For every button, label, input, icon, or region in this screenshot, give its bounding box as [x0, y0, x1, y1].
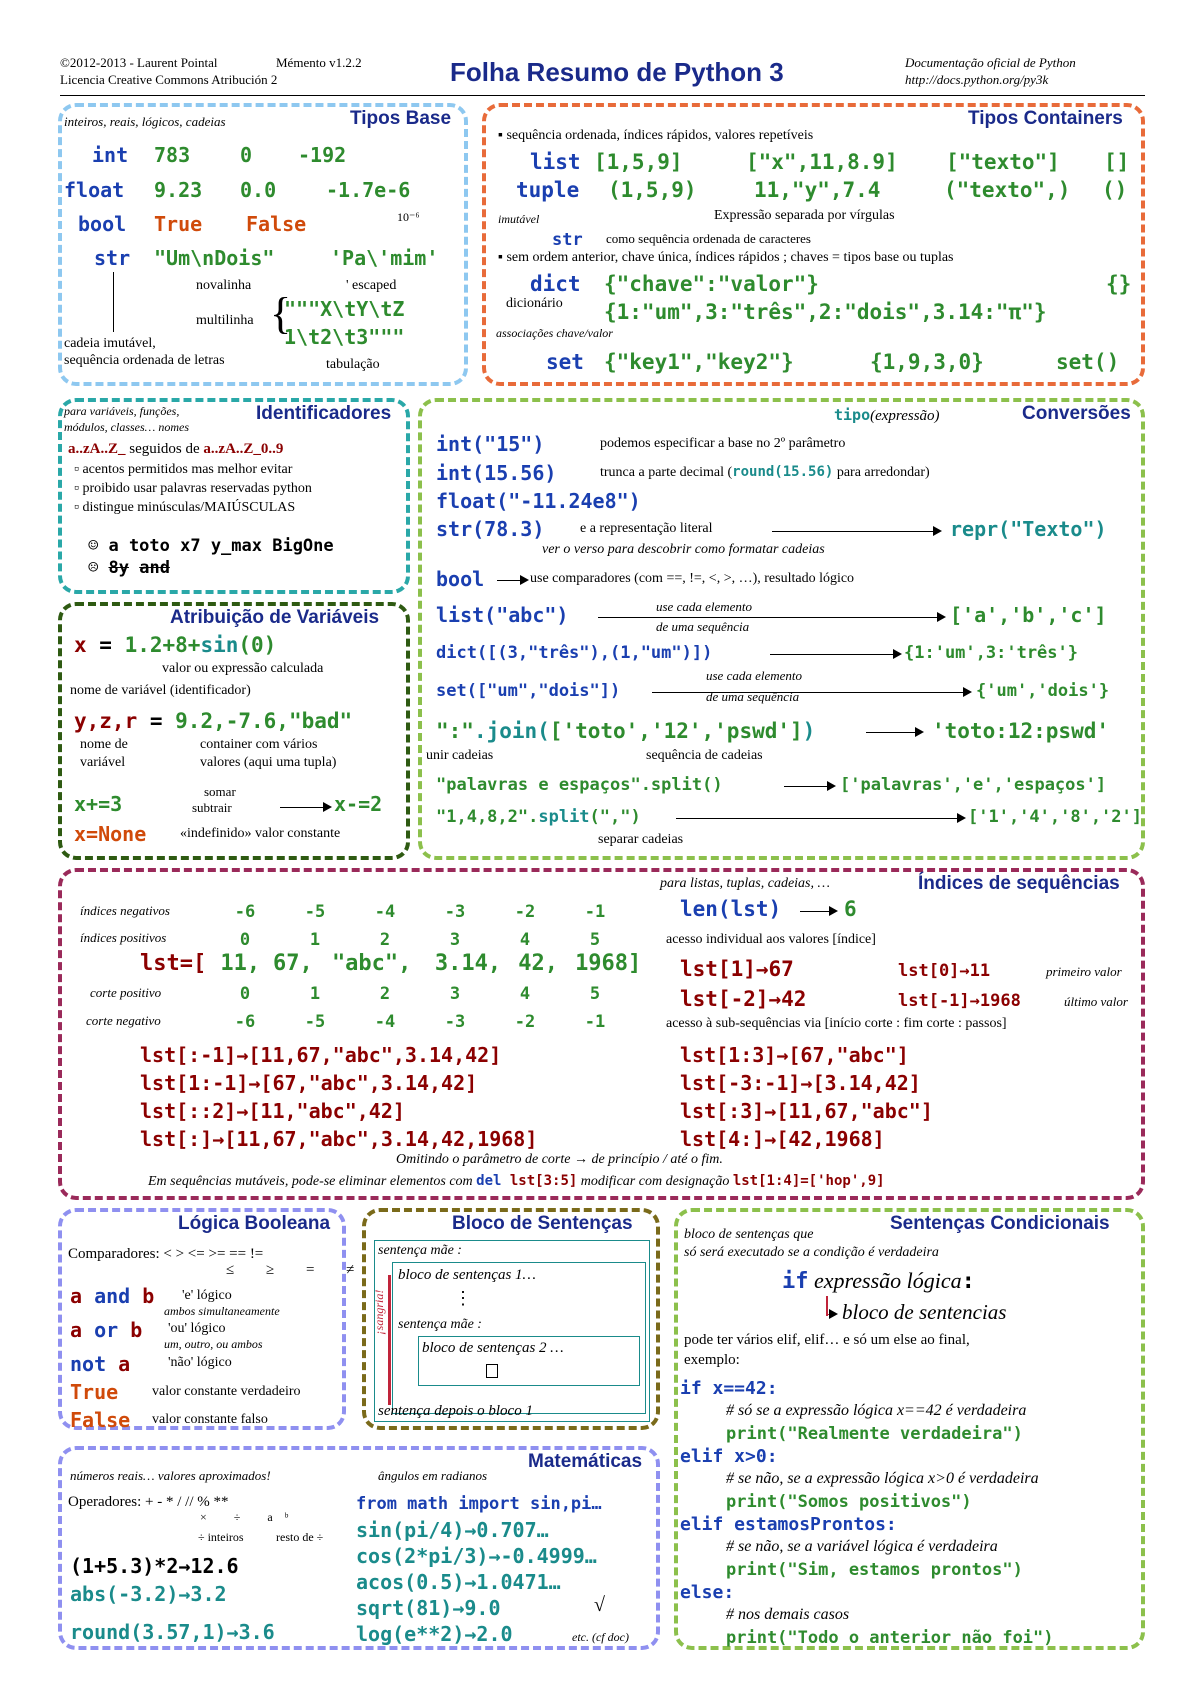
neg-index-row — [210, 898, 630, 926]
mut-lst: lst[3:5] — [501, 1173, 578, 1189]
imutavel-note: imutável — [498, 212, 540, 226]
decr-arrow — [280, 807, 330, 808]
ident-sub-1: para variáveis, funções, — [64, 404, 180, 418]
cursor-box-icon — [486, 1364, 498, 1378]
cond-if: if x==42: — [680, 1378, 778, 1399]
nome-de-2: variável — [80, 755, 126, 770]
neg-idx: -6 — [234, 902, 256, 922]
conv-row-9 — [436, 719, 815, 743]
cneg-label: corte negativo — [86, 1013, 161, 1028]
and-a: a — [70, 1284, 95, 1308]
tuple-val-1: (1,5,9) — [608, 178, 697, 202]
subtrair-note: subtrair — [192, 800, 232, 815]
math-expr-2: abs(-3.2)→3.2 — [70, 1582, 227, 1606]
mutable-note — [148, 1173, 885, 1190]
multilinha-note: multilinha — [196, 313, 254, 328]
list-val-1: [1,5,9] — [594, 150, 683, 174]
exp-note: 10⁻⁶ — [397, 210, 420, 224]
conv-row-11-note: separar cadeias — [598, 832, 684, 847]
conversoes-title: Conversões — [1022, 403, 1131, 424]
split2-fn: split — [538, 807, 590, 827]
cond-elif-2-comment: # se não, se a variável lógica é verdadeira — [726, 1538, 998, 1555]
copyright: ©2012-2013 - Laurent Pointal — [60, 55, 218, 70]
if-colon: : — [961, 1269, 975, 1294]
int-val-3: -192 — [298, 143, 347, 167]
conv-row-2-note — [600, 464, 930, 481]
valor-note: valor ou expressão calculada — [162, 661, 324, 676]
slice-left-3: lst[::2]→[11,"abc",42] — [140, 1099, 405, 1123]
dict-val-2: {} — [1106, 272, 1132, 296]
math-expr-1: (1+5.3)*2→12.6 — [70, 1554, 239, 1578]
assign-expr: 1.2+8+ — [124, 633, 201, 657]
pos-idx: 2 — [379, 930, 391, 950]
math-import: from math import sin,pi… — [356, 1494, 602, 1514]
dict-keyword: dict — [530, 272, 581, 296]
str-container-note: como sequência ordenada de caracteres — [606, 231, 811, 246]
acesso-note: acesso individual aos valores [índice] — [666, 932, 876, 947]
access-4-note: último valor — [1064, 994, 1128, 1009]
slice-right-1: lst[1:3]→[67,"abc"] — [680, 1043, 909, 1067]
access-3: lst[-2]→42 — [680, 987, 807, 1011]
seq-note: ▪ sequência ordenada, índices rápidos, valores repetíveis — [498, 128, 814, 143]
cpos-idx: 0 — [239, 984, 251, 1004]
conv-row-6-a1: use cada elemento — [656, 599, 753, 614]
and-kw: and — [94, 1284, 131, 1308]
tipos-base-title: Tipos Base — [350, 108, 452, 129]
assign-expr-end: (0) — [238, 633, 277, 657]
lst-head: lst=[ — [140, 951, 207, 976]
math-fn-4: sqrt(81)→9.0 — [356, 1596, 501, 1620]
cont-note-1: container com vários — [200, 737, 318, 752]
tabulacao-note: tabulação — [326, 357, 380, 372]
sangria-note: ¡sangria! — [372, 1289, 386, 1335]
mut-del: del — [476, 1173, 502, 1189]
novalinha-note: novalinha — [196, 278, 252, 293]
conv-row-9-n1: unir cadeias — [426, 748, 494, 763]
mae-2: sentença mãe : — [398, 1317, 482, 1332]
conv-row-8-a2: de uma sequência — [706, 689, 800, 704]
ident-good-examples: ☺ a toto x7 y_max BigOne — [88, 536, 334, 556]
true-const: True — [70, 1380, 119, 1404]
tipo-fn: tipo — [834, 406, 871, 424]
neg-idx: -1 — [584, 902, 606, 922]
subacc-note: acesso à sub-sequências via [início corte : fim corte : passos] — [666, 1016, 1007, 1031]
conv-row-8-a1: use cada elemento — [706, 668, 803, 683]
set-arrow — [652, 692, 970, 693]
tuple-keyword: tuple — [516, 178, 580, 202]
not-kw: not — [70, 1352, 107, 1376]
conv-row-5: bool — [436, 567, 485, 591]
split2-arg: (",") — [589, 807, 641, 827]
join-arrow — [866, 732, 922, 733]
len-arrow — [800, 911, 836, 912]
not-expr — [70, 1352, 130, 1376]
conv-row-6-result: ['a','b','c'] — [950, 603, 1107, 627]
conv-row-1: int("15") — [436, 432, 545, 456]
set-val-3: set() — [1056, 350, 1120, 374]
false-const: False — [70, 1408, 131, 1432]
or-expr — [70, 1318, 142, 1342]
and-note: 'e' lógico — [182, 1288, 232, 1303]
bloco-title: Bloco de Sentenças — [452, 1213, 633, 1234]
tuple-val-4: () — [1102, 178, 1128, 202]
list-val-3: ["texto"] — [946, 150, 1060, 174]
ident-bad-icon: ☹ — [88, 558, 109, 578]
indices-sub: para listas, tuplas, cadeias, … — [660, 876, 830, 891]
lst-item: 67, — [272, 951, 313, 976]
list-val-2: ["x",11,8.9] — [746, 150, 898, 174]
identificadores-title: Identificadores — [256, 403, 392, 424]
cond-elif-2-print: print("Sim, estamos prontos") — [726, 1560, 1023, 1580]
len-expr: len(lst) — [680, 897, 782, 921]
ident-sub-2: módulos, classes… nomes — [64, 420, 189, 434]
dict-val-1: {"chave":"valor"} — [604, 272, 819, 296]
conv-row-2: int(15.56) — [436, 461, 557, 485]
conv-row-10-result: ['palavras','e','espaços'] — [840, 775, 1107, 795]
join-seq: ['toto','12','pswd'] — [549, 719, 803, 743]
conv-row-6-a2: de uma sequência — [656, 619, 750, 634]
escaped-note: ' escaped — [346, 278, 397, 293]
str-val-1: "Um\nDois" — [154, 246, 275, 270]
cneg-row — [210, 1008, 630, 1036]
cneg-idx: -1 — [584, 1012, 606, 1032]
cadeia-arrow — [113, 272, 114, 332]
cond-else-comment: # nos demais casos — [726, 1606, 850, 1623]
license: Licencia Creative Commons Atribución 2 — [60, 72, 278, 87]
ident-rule-first: a..zA..Z_ — [68, 441, 126, 457]
cpos-idx: 5 — [589, 984, 601, 1004]
cpos-label: corte positivo — [90, 985, 162, 1000]
conv-row-2-note-b: round(15.56) — [732, 464, 834, 480]
not-a: a — [106, 1352, 131, 1376]
nome-note: nome de variável (identificador) — [70, 683, 251, 698]
indices-title: Índices de sequências — [918, 873, 1120, 894]
lst-item: 1968] — [575, 951, 642, 976]
operators: Operadores: + - * / // % ** — [68, 1494, 229, 1510]
expr-virg-note: Expressão separada por vírgulas — [714, 208, 895, 223]
and-sub: ambos simultaneamente — [164, 1304, 280, 1318]
not-note: 'não' lógico — [168, 1355, 232, 1370]
cadeia-note-1: cadeia imutável, — [64, 336, 156, 351]
int-val-1: 783 — [154, 143, 191, 167]
cneg-idx: -2 — [514, 1012, 536, 1032]
lst-item: 42, — [518, 951, 558, 976]
lst-item: 11, — [220, 951, 261, 976]
pos-idx: 5 — [589, 930, 601, 950]
ident-rule — [68, 441, 283, 458]
conv-row-2-note-a: trunca a parte decimal ( — [600, 465, 733, 480]
conv-row-9-n2: sequência de cadeias — [646, 748, 763, 763]
somar-note: somar — [204, 784, 236, 799]
ident-rule-end: a..zA..Z_0..9 — [203, 441, 284, 457]
join-sep: ":" — [436, 719, 474, 743]
cneg-idx: -4 — [374, 1012, 396, 1032]
mut-1: Em sequências mutáveis, pode-se eliminar elementos com — [148, 1174, 477, 1189]
assign-line-1 — [74, 633, 276, 657]
ident-bad-1: 8y — [108, 558, 129, 578]
str-val-2: 'Pa\'mim' — [330, 246, 439, 270]
pos-idx: 4 — [519, 930, 531, 950]
set-keyword: set — [546, 350, 584, 374]
if-bloco: bloco de sentencias — [842, 1300, 1007, 1324]
ident-bullet-2: ▫ proibido usar palavras reservadas python — [74, 481, 312, 496]
omit-note: Omitindo o parâmetro de corte → de princípio / até o fim. — [396, 1152, 723, 1167]
cond-if-comment: # só se a expressão lógica x==42 é verdadeira — [726, 1402, 1027, 1419]
indent-bar — [388, 1275, 391, 1405]
conv-row-4-sub: ver o verso para descobrir como formatar cadeias — [542, 542, 825, 557]
len-result: 6 — [844, 897, 857, 921]
matematicas-title: Matemáticas — [528, 1451, 643, 1472]
access-2-note: primeiro valor — [1046, 964, 1122, 979]
cond-note-2: exemplo: — [684, 1352, 740, 1368]
cpos-row — [210, 980, 630, 1008]
tuple-val-3: ("texto",) — [944, 178, 1071, 202]
bloco-1: bloco de sentenças 1… — [398, 1267, 536, 1283]
bool-false: False — [246, 212, 307, 236]
comparadores: Comparadores: < > <= >= == != — [68, 1246, 264, 1262]
index-table-top — [210, 898, 630, 954]
cpos-idx: 4 — [519, 984, 531, 1004]
assign-eq: = — [86, 633, 125, 657]
neg-idx: -4 — [374, 902, 396, 922]
cneg-idx: -6 — [234, 1012, 256, 1032]
incr-stmt: x+=3 — [74, 792, 123, 816]
doc-url[interactable]: http://docs.python.org/py3k — [905, 72, 1049, 87]
split2-str: "1,4,8,2". — [436, 807, 539, 827]
comparadores-sub: ≤ ≥ = ≠ — [226, 1262, 369, 1278]
pos-idx: 1 — [309, 930, 321, 950]
split2-arrow — [676, 818, 964, 819]
tipo-arg: (expressão) — [870, 408, 940, 424]
cond-else-print: print("Todo o anterior não foi") — [726, 1628, 1054, 1648]
sqrt-symbol: √ — [594, 1594, 605, 1616]
repr-arrow — [772, 531, 940, 532]
logica-title: Lógica Booleana — [178, 1213, 331, 1234]
bool-true: True — [154, 212, 203, 236]
if-expr: expressão lógica — [808, 1268, 962, 1293]
conv-row-8-result: {'um','dois'} — [976, 681, 1110, 701]
conv-row-3: float("-11.24e8") — [436, 489, 641, 513]
cond-elif-2: elif estamosProntos: — [680, 1514, 897, 1535]
or-kw: or — [94, 1318, 119, 1342]
float-val-2: 0.0 — [240, 178, 277, 202]
inteiros-note: ÷ inteiros — [198, 1530, 244, 1544]
etc-note: etc. (cf doc) — [572, 1630, 629, 1644]
cneg-idx: -5 — [304, 1012, 326, 1032]
tipos-containers-title: Tipos Containers — [968, 108, 1123, 129]
int-keyword: int — [92, 143, 129, 167]
cond-elif-1-print: print("Somos positivos") — [726, 1492, 972, 1512]
or-note: 'ou' lógico — [168, 1321, 226, 1336]
slice-right-3: lst[:3]→[11,67,"abc"] — [680, 1099, 933, 1123]
access-2: lst[0]→11 — [898, 961, 991, 981]
multiline-line-2: 1\t2\t3""" — [284, 325, 405, 349]
math-fn-5: log(e**2)→2.0 — [356, 1622, 513, 1646]
ident-bullet-3: ▫ distingue minúsculas/MAIÚSCULAS — [74, 500, 296, 515]
conv-row-4-note: e a representação literal — [580, 521, 713, 536]
version: Mémento v1.2.2 — [276, 55, 362, 70]
bool-arrow — [497, 580, 527, 581]
dict-val-3: {1:"um",3:"três",2:"dois",3.14:"π"} — [604, 300, 1047, 324]
conv-row-7: dict([(3,"três"),(1,"um")]) — [436, 643, 713, 663]
or-a: a — [70, 1318, 95, 1342]
split-arrow — [784, 786, 834, 787]
neg-idx: -5 — [304, 902, 326, 922]
resto-note: resto de ÷ — [276, 1530, 324, 1544]
conv-row-10 — [436, 775, 723, 795]
noorder-note: ▪ sem ordem anterior, chave única, índices rápidos ; chaves = tipos base ou tuplas — [498, 250, 954, 265]
access-1: lst[1]→67 — [680, 957, 794, 981]
slice-right-2: lst[-3:-1]→[3.14,42] — [680, 1071, 921, 1095]
cadeia-note-2: sequência ordenada de letras — [64, 353, 225, 368]
str-keyword: str — [94, 246, 131, 270]
cpos-idx: 1 — [309, 984, 321, 1004]
none-stmt: x=None — [74, 822, 147, 846]
ident-bullet-1: ▫ acentos permitidos mas melhor evitar — [74, 462, 293, 477]
conv-repr: repr("Texto") — [950, 517, 1107, 541]
conv-row-11-result: ['1','4','8','2'] — [968, 807, 1142, 827]
conv-row-1-note: podemos especificar a base no 2º parâmetro — [600, 436, 846, 451]
int-val-2: 0 — [240, 143, 253, 167]
angulos-note: ângulos em radianos — [378, 1468, 488, 1483]
math-expr-3: round(3.57,1)→3.6 — [70, 1620, 275, 1644]
condicionais-title: Sentenças Condicionais — [890, 1213, 1110, 1234]
nome-de-1: nome de — [80, 737, 128, 752]
pos-idx: 0 — [239, 930, 251, 950]
false-note: valor constante falso — [152, 1412, 268, 1427]
ident-rule-mid: seguidos de — [125, 441, 204, 457]
cond-else: else: — [680, 1582, 735, 1603]
pos-label: índices positivos — [80, 930, 167, 945]
dict-arrow — [770, 654, 900, 655]
cond-intro-2: só será executado se a condição é verdadeira — [684, 1245, 939, 1260]
lst-item: 3.14, — [434, 951, 502, 976]
dicionario-note: dicionário — [506, 296, 563, 311]
assign-var-x: x — [74, 633, 87, 657]
cond-if-print: print("Realmente verdadeira") — [726, 1424, 1023, 1444]
cond-note-1: pode ter vários elif, elif… e só um else ao final, — [684, 1332, 970, 1348]
mae-1: sentença mãe : — [378, 1243, 462, 1258]
list-val-4: [] — [1104, 150, 1130, 174]
cpos-idx: 2 — [379, 984, 391, 1004]
operators-sub: × ÷ aᵇ — [200, 1510, 301, 1524]
index-table-bottom — [210, 980, 630, 1036]
neg-idx: -3 — [444, 902, 466, 922]
bloco-dots: ⋮ — [454, 1288, 472, 1308]
and-b: b — [130, 1284, 155, 1308]
cond-intro-1: bloco de sentenças que — [684, 1227, 814, 1242]
or-sub: um, outro, ou ambos — [164, 1337, 263, 1351]
and-expr — [70, 1284, 154, 1308]
doc-label: Documentação oficial de Python — [905, 55, 1076, 70]
assign-line-2: y,z,r = 9.2,-7.6,"bad" — [74, 709, 353, 733]
conv-row-7-result: {1:'um',3:'três'} — [904, 643, 1078, 663]
depois: sentença depois o bloco 1 — [378, 1403, 533, 1419]
conv-row-8: set(["um","dois"]) — [436, 681, 621, 701]
mut-2: modificar com designação — [577, 1174, 733, 1189]
cpos-idx: 3 — [449, 984, 461, 1004]
join-close: ) — [802, 719, 816, 743]
assoc-note: associações chave/valor — [496, 326, 613, 340]
neg-idx: -2 — [514, 902, 536, 922]
float-keyword: float — [64, 178, 125, 202]
slice-left-2: lst[1:-1]→[67,"abc",3.14,42] — [140, 1071, 478, 1095]
atribuicao-title: Atribuição de Variáveis — [170, 607, 380, 628]
str-container-keyword: str — [552, 230, 583, 250]
conv-row-5-note: use comparadores (com ==, !=, <, >, …), resultado lógico — [530, 571, 855, 586]
join-fn: .join( — [473, 719, 550, 743]
neg-label: índices negativos — [80, 903, 170, 918]
bool-keyword: bool — [78, 212, 127, 236]
mut-code: lst[1:4]=['hop',9] — [732, 1173, 885, 1189]
assign-expr-fn: sin — [200, 633, 239, 657]
math-fn-3: acos(0.5)→1.0471… — [356, 1570, 561, 1594]
float-val-3: -1.7e-6 — [326, 178, 411, 202]
cneg-idx: -3 — [444, 1012, 466, 1032]
or-b: b — [118, 1318, 143, 1342]
conv-row-11 — [436, 807, 641, 827]
conv-row-2-note-c: para arredondar) — [833, 465, 930, 480]
if-template — [782, 1268, 975, 1294]
ident-bad-examples — [88, 558, 170, 578]
cont-note-2: valores (aqui uma tupla) — [200, 755, 337, 770]
if-indent-bar — [826, 1296, 828, 1316]
decr-stmt: x-=2 — [334, 792, 383, 816]
indef-note: «indefinido» valor constante — [180, 826, 341, 841]
conv-row-9-result: 'toto:12:pswd' — [932, 719, 1110, 743]
multiline-line-1: """X\tY\tZ — [284, 297, 405, 321]
true-note: valor constante verdadeiro — [152, 1384, 301, 1399]
lst-item: "abc", — [331, 951, 412, 976]
cond-elif-1: elif x>0: — [680, 1446, 778, 1467]
set-val-2: {1,9,3,0} — [870, 350, 984, 374]
split-expr: "palavras e espaços".split() — [436, 775, 723, 795]
set-val-1: {"key1","key2"} — [604, 350, 794, 374]
if-indent-arrow — [826, 1314, 836, 1315]
lst-items-row — [214, 951, 652, 976]
conv-row-6: list("abc") — [436, 603, 569, 627]
ident-bad-2: and — [139, 558, 170, 578]
header-rule — [60, 95, 1145, 96]
conv-row-4: str(78.3) — [436, 517, 545, 541]
tipo-expr — [834, 406, 940, 425]
list-arrow — [598, 617, 944, 618]
access-4: lst[-1]→1968 — [898, 991, 1021, 1011]
tuple-val-2: 11,"y",7.4 — [754, 178, 881, 202]
math-note: números reais… valores aproximados! — [70, 1468, 271, 1483]
slice-left-4: lst[:]→[11,67,"abc",3.14,42,1968] — [140, 1127, 538, 1151]
assign-tuple-val: 9.2,-7.6,"bad" — [175, 709, 353, 733]
slice-left-1: lst[:-1]→[11,67,"abc",3.14,42] — [140, 1043, 502, 1067]
math-fn-2: cos(2*pi/3)→-0.4999… — [356, 1544, 597, 1568]
if-kw: if — [782, 1269, 809, 1294]
slice-right-4: lst[4:]→[42,1968] — [680, 1127, 885, 1151]
tipos-base-subtitle: inteiros, reais, lógicos, cadeias — [64, 114, 226, 129]
assign-vars: y,z,r — [74, 709, 138, 733]
page-title: Folha Resumo de Python 3 — [450, 57, 784, 87]
float-val-1: 9.23 — [154, 178, 203, 202]
list-keyword: list — [530, 150, 581, 174]
multilinha-brace: { — [270, 289, 292, 338]
bloco-2: bloco de sentenças 2 … — [422, 1340, 564, 1356]
pos-idx: 3 — [449, 930, 461, 950]
math-fn-1: sin(pi/4)→0.707… — [356, 1518, 549, 1542]
pos-index-row — [210, 926, 630, 954]
cond-elif-1-comment: # se não, se a expressão lógica x>0 é verdadeira — [726, 1470, 1039, 1487]
